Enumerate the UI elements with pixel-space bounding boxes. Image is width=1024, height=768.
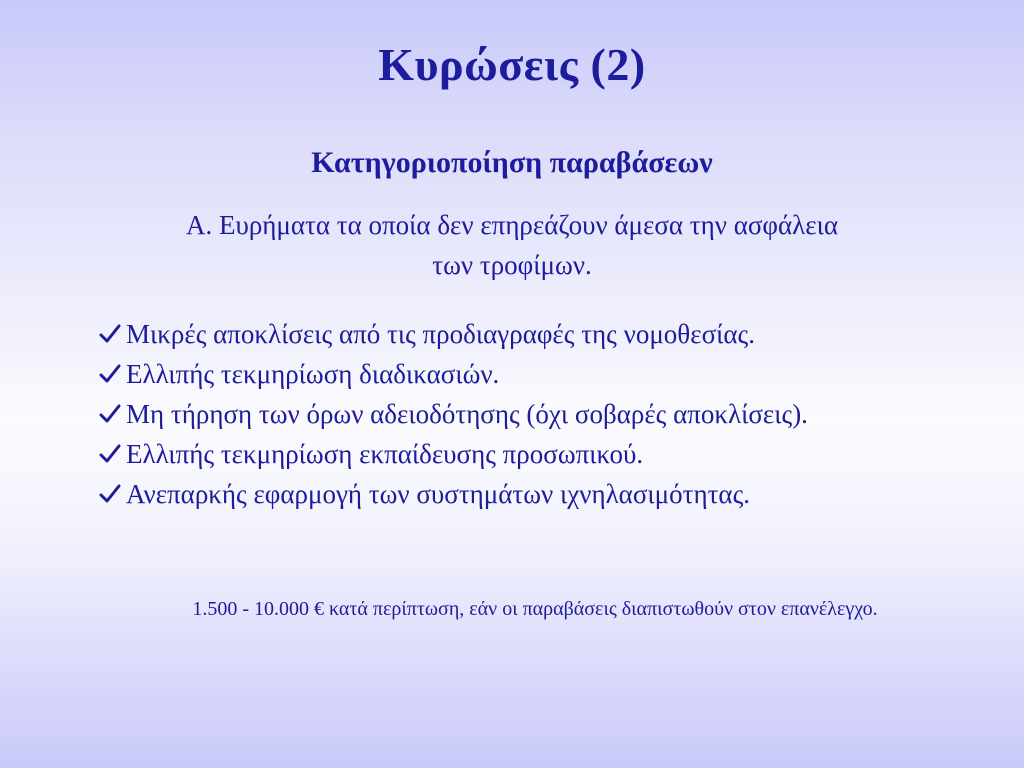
bullet-text: Ανεπαρκής εφαρμογή των συστημάτων ιχνηλασιμότητας. — [126, 479, 751, 509]
checkmark-icon — [98, 354, 124, 394]
bullet-item — [98, 474, 978, 514]
bullet-text: Ελλιπής τεκμηρίωση εκπαίδευσης προσωπικού. — [126, 439, 644, 469]
checkmark-icon — [98, 314, 124, 354]
bullet-item — [98, 314, 978, 354]
bullet-text: Μικρές αποκλίσεις από τις προδιαγραφές της νομοθεσίας. — [126, 319, 755, 349]
bullet-item — [98, 434, 978, 474]
checkmark-icon — [98, 394, 124, 434]
intro-line-2: των τροφίμων. — [432, 250, 592, 280]
penalty-footnote: 1.500 - 10.000 € κατά περίπτωση, εάν οι παραβάσεις διαπιστωθούν στον επανέλεγχο. — [192, 598, 878, 620]
bullet-list — [98, 314, 978, 514]
slide-subtitle: Κατηγοριοποίηση παραβάσεων — [311, 146, 713, 179]
bullet-text: Ελλιπής τεκμηρίωση διαδικασιών. — [126, 359, 500, 389]
bullet-item — [98, 354, 978, 394]
checkmark-icon — [98, 434, 124, 474]
bullet-text: Μη τήρηση των όρων αδειοδότησης (όχι σοβαρές αποκλίσεις). — [126, 399, 808, 429]
bullet-item — [98, 394, 978, 434]
intro-paragraph — [80, 205, 944, 285]
checkmark-icon — [98, 474, 124, 514]
intro-line-1: Α. Ευρήματα τα οποία δεν επηρεάζουν άμεσα την ασφάλεια — [185, 210, 839, 240]
slide-title: Κυρώσεις (2) — [378, 39, 646, 90]
